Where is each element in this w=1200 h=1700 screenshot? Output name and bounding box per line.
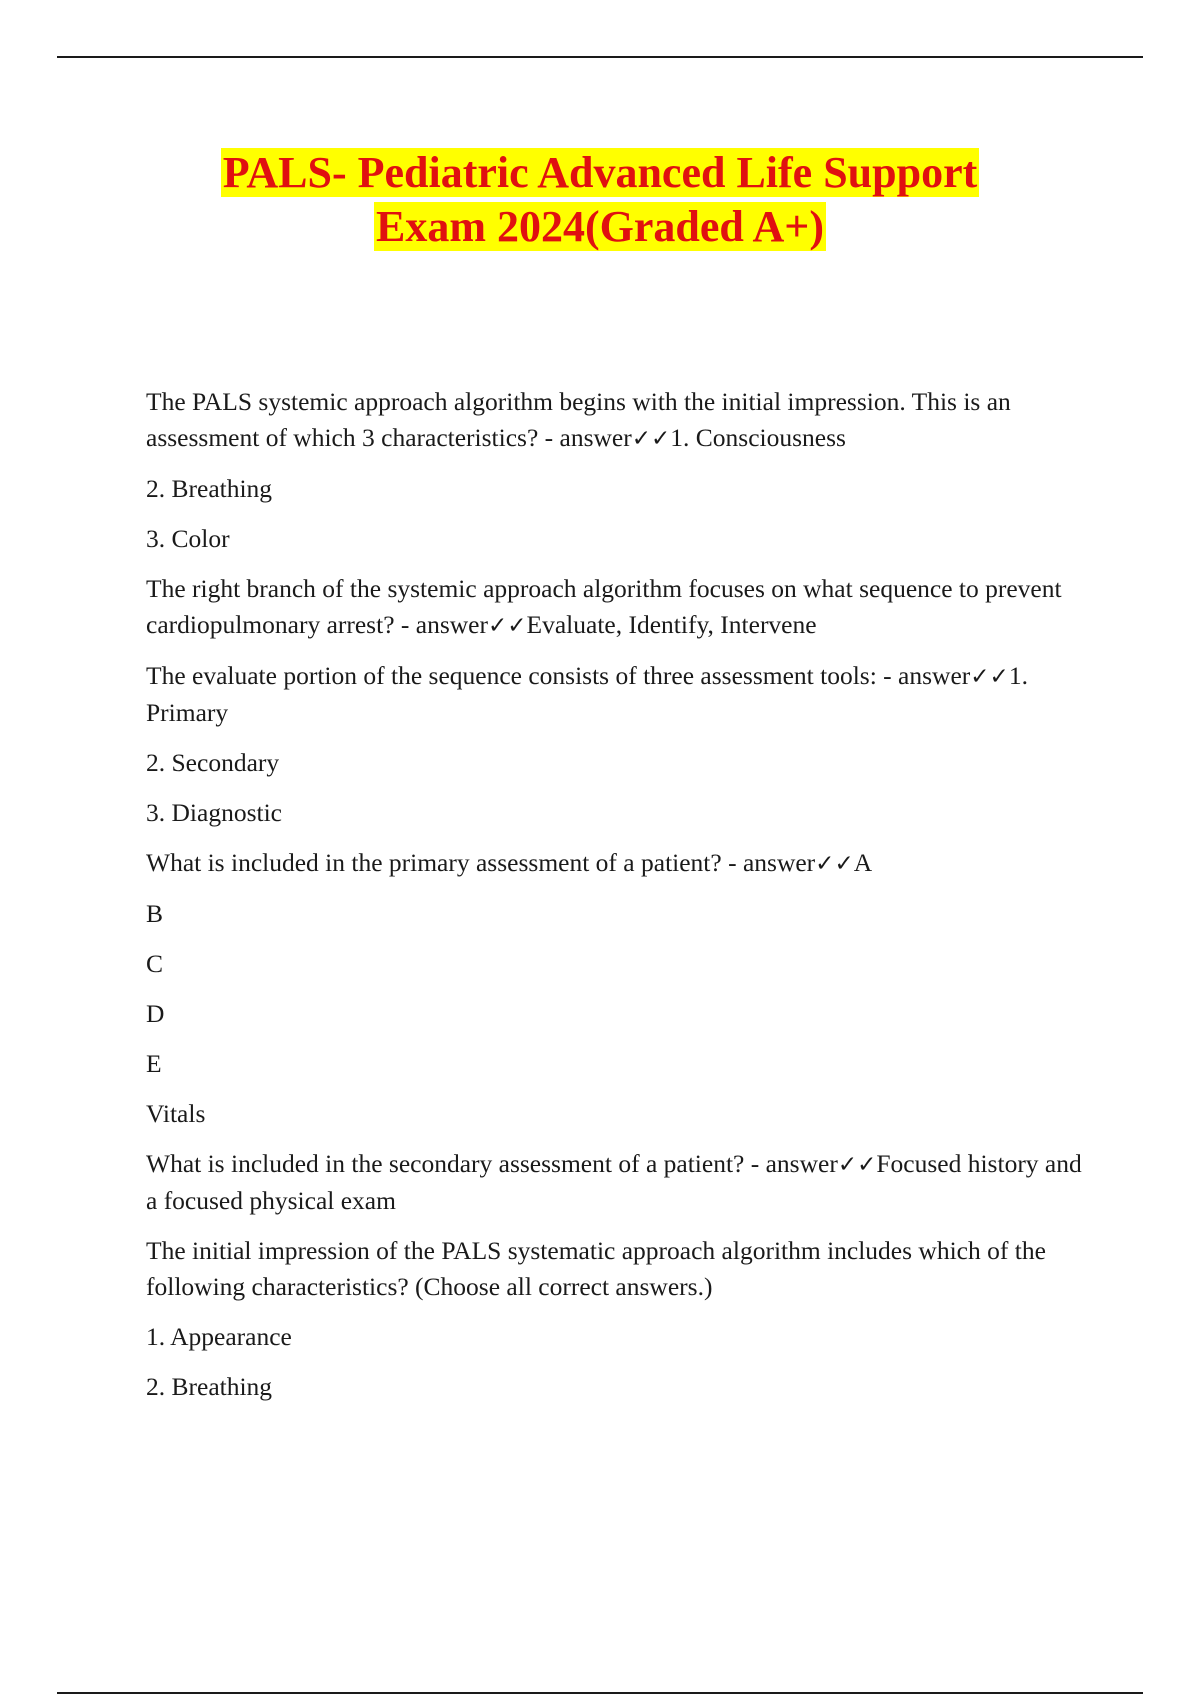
question-text: The right branch of the systemic approach algorithm focuses on what sequence to prevent cardiopulmonary arrest? - answer bbox=[146, 574, 1062, 639]
check-icon: ✓✓ bbox=[631, 426, 671, 452]
list-item: C bbox=[146, 949, 164, 978]
question-paragraph: The initial impression of the PALS systematic approach algorithm includes which of the following characteristics? (Choose all correct answers.) bbox=[146, 1236, 1046, 1301]
question-paragraph bbox=[146, 845, 1086, 882]
check-icon: ✓✓ bbox=[970, 664, 1009, 690]
answer-text: Focused history and a focused physical exam bbox=[146, 1149, 1082, 1215]
check-icon: ✓✓ bbox=[815, 851, 854, 877]
document-title bbox=[0, 146, 1200, 254]
check-icon: ✓✓ bbox=[487, 613, 527, 639]
question-paragraph bbox=[146, 571, 1086, 644]
check-icon: ✓✓ bbox=[837, 1152, 877, 1178]
document-body bbox=[146, 384, 1086, 1405]
bottom-rule bbox=[57, 1692, 1143, 1694]
answer-text: Evaluate, Identify, Intervene bbox=[526, 610, 817, 639]
answer-text: A bbox=[853, 848, 873, 877]
list-item: 2. Breathing bbox=[146, 1372, 273, 1401]
title-line-2: Exam 2024(Graded A+) bbox=[376, 202, 824, 251]
title-line-1: PALS- Pediatric Advanced Life Support bbox=[222, 148, 978, 197]
question-text: The PALS systemic approach algorithm begins with the initial impression. This is an assessment of which 3 characteristics? - answer bbox=[146, 387, 1011, 452]
list-item: 3. Diagnostic bbox=[146, 798, 282, 827]
question-paragraph bbox=[146, 658, 1086, 731]
list-item: 1. Appearance bbox=[146, 1322, 292, 1351]
list-item: B bbox=[146, 899, 164, 928]
list-item: 3. Color bbox=[146, 524, 230, 553]
list-item: E bbox=[146, 1049, 162, 1078]
question-text: What is included in the secondary assessment of a patient? - answer bbox=[146, 1149, 838, 1178]
list-item: 2. Secondary bbox=[146, 748, 280, 777]
answer-text: 1. Consciousness bbox=[670, 423, 846, 452]
question-paragraph bbox=[146, 384, 1086, 457]
list-item: 2. Breathing bbox=[146, 474, 273, 503]
question-paragraph bbox=[146, 1146, 1086, 1219]
top-rule bbox=[57, 56, 1143, 58]
answer-text: 1. Primary bbox=[146, 661, 1028, 727]
list-item: Vitals bbox=[146, 1099, 206, 1128]
question-text: The evaluate portion of the sequence consists of three assessment tools: - answer bbox=[146, 661, 971, 690]
list-item: D bbox=[146, 999, 165, 1028]
question-text: What is included in the primary assessment of a patient? - answer bbox=[146, 848, 816, 877]
